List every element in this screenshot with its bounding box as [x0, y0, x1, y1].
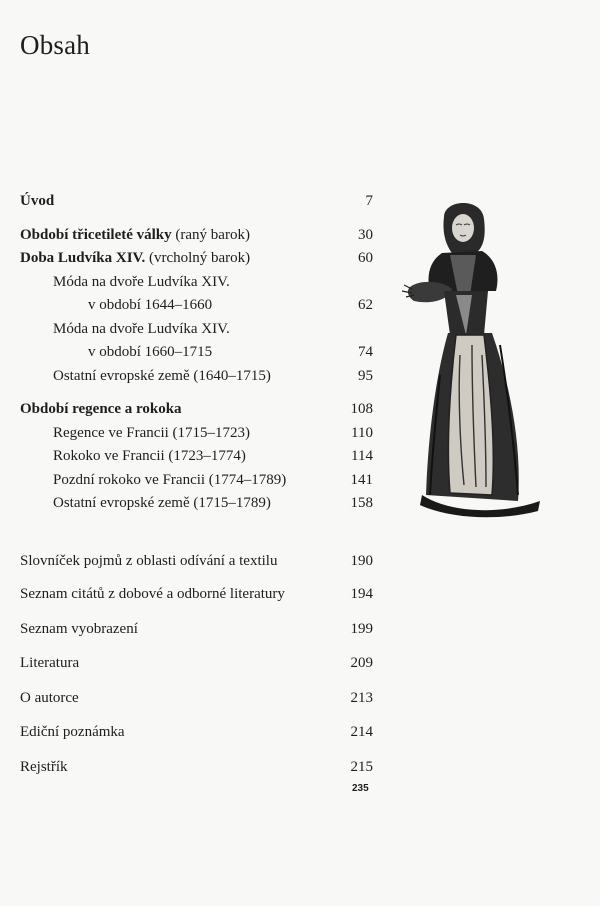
toc-label: Období třicetileté války	[20, 227, 172, 243]
toc-page-number: 141	[350, 472, 373, 488]
toc-label: Úvod	[20, 193, 55, 209]
toc-page-number: 209	[350, 655, 373, 671]
toc-page-number: 213	[350, 690, 373, 706]
toc-page-number: 7	[365, 193, 373, 209]
toc-page-number: 214	[350, 724, 373, 740]
toc-label: v období 1644–1660	[88, 297, 213, 313]
toc-page-number: 158	[350, 495, 373, 511]
toc-page-number: 199	[350, 621, 373, 637]
toc-label: Literatura	[20, 655, 80, 671]
page-number: 235	[352, 783, 369, 794]
page-title: Obsah	[20, 30, 90, 60]
toc-label: Pozdní rokoko ve Francii (1774–1789)	[53, 472, 287, 488]
toc-page-number: 190	[350, 553, 373, 569]
toc-page-number: 110	[351, 425, 373, 441]
baroque-woman-engraving-icon	[400, 195, 550, 520]
toc-label: Móda na dvoře Ludvíka XIV.	[53, 274, 230, 290]
toc-label: Seznam citátů z dobové a odborné literatury	[20, 586, 285, 602]
toc-page-number: 194	[350, 586, 373, 602]
toc-label: Seznam vyobrazení	[20, 621, 138, 637]
toc-page-number: 30	[358, 227, 373, 243]
toc-label-suffix: (vrcholný barok)	[145, 250, 251, 266]
toc-page-number: 114	[351, 448, 373, 464]
toc-label: Ostatní evropské země (1640–1715)	[53, 368, 271, 384]
toc-page-number: 215	[350, 759, 373, 775]
toc-label: Slovníček pojmů z oblasti odívání a textilu	[20, 553, 278, 569]
toc-label: Rejstřík	[20, 759, 68, 775]
toc-page-number: 108	[350, 401, 373, 417]
toc-label: Doba Ludvíka XIV.	[20, 250, 146, 266]
toc-label: Móda na dvoře Ludvíka XIV.	[53, 321, 230, 337]
toc-label-suffix: (raný barok)	[171, 227, 250, 243]
toc-page-number: 95	[358, 368, 373, 384]
toc-page-number: 74	[358, 344, 373, 360]
toc-label: O autorce	[20, 690, 79, 706]
toc-label: Rokoko ve Francii (1723–1774)	[53, 448, 246, 464]
toc-label: Ediční poznámka	[20, 724, 125, 740]
toc-page-number: 60	[358, 250, 373, 266]
toc-page-number: 62	[358, 297, 373, 313]
toc-label: Ostatní evropské země (1715–1789)	[53, 495, 271, 511]
toc-label: Regence ve Francii (1715–1723)	[53, 425, 251, 441]
toc-label: v období 1660–1715	[88, 344, 213, 360]
toc-label: Období regence a rokoka	[20, 401, 182, 417]
